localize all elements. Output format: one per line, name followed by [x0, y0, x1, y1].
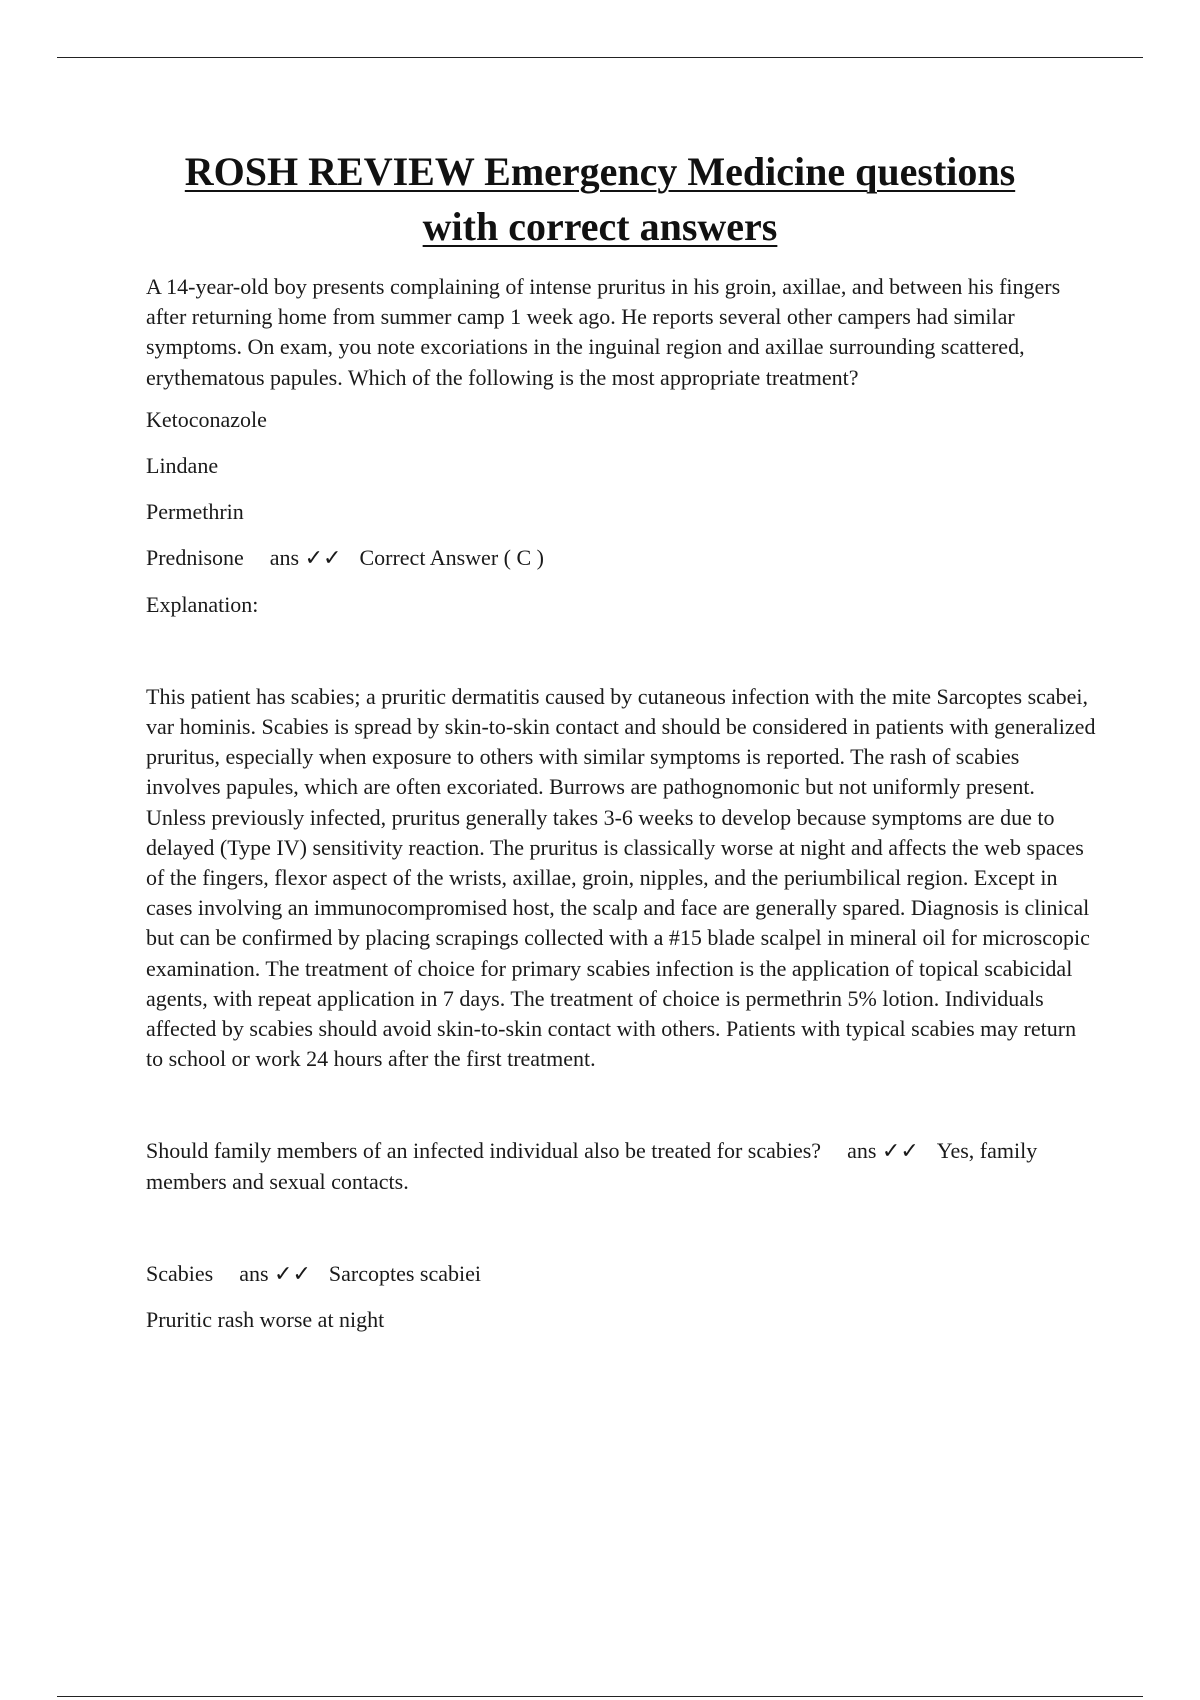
answer-options	[146, 405, 1096, 574]
scabies-term-line	[146, 1259, 1096, 1289]
explanation-text: This patient has scabies; a pruritic dermatitis caused by cutaneous infection with the mite Sarcoptes scabei, var hominis. Scabies is spread by skin-to-skin contact and should be considered in patients with generalized pruritus, especially when exposure to others with similar symptoms is reported. The rash of scabies involves papules, which are often excoriated. Burrows are pathognomonic but not uniformly present. Unless previously infected, pruritus generally takes 3-6 weeks to develop because symptoms are due to delayed (Type IV) sensitivity reaction. The pruritus is classically worse at night and affects the web spaces of the fingers, flexor aspect of the wrists, axillae, groin, nipples, and the periumbilical region. Except in cases involving an immunocompromised host, the scalp and face are generally spared. Diagnosis is clinical but can be confirmed by placing scrapings collected with a #15 blade scalpel in mineral oil for microscopic examination. The treatment of choice for primary scabies infection is the application of topical scabicidal agents, with repeat application in 7 days. The treatment of choice is permethrin 5% lotion. Individuals affected by scabies should avoid skin-to-skin contact with others. Patients with typical scabies may return to school or work 24 hours after the first treatment.	[146, 683, 1096, 1072]
top-rule	[57, 57, 1143, 58]
explanation-label: Explanation:	[146, 591, 259, 617]
option-b	[146, 451, 1096, 481]
option-a	[146, 405, 1096, 435]
option-label: Ketoconazole	[146, 406, 267, 432]
scabies-note: Pruritic rash worse at night	[146, 1307, 385, 1333]
question-stem: A 14-year-old boy presents complaining of intense pruritus in his groin, axillae, and between his fingers after returning home from summer camp 1 week ago. He reports several other campers had similar symptoms. On exam, you note excoriations in the inguinal region and axillae surrounding scattered, erythematous papules. Which of the following is the most appropriate treatment?	[146, 274, 1061, 390]
family-question: Should family members of an infected individual also be treated for scabies?	[146, 1138, 822, 1164]
option-d	[146, 543, 1096, 573]
option-label: Permethrin	[146, 499, 244, 525]
ans-marker: ans ✓✓	[847, 1138, 919, 1164]
family-answer: Yes, family members and sexual contacts.	[146, 1138, 1038, 1194]
title-line-2: with correct answers	[422, 204, 778, 249]
scabies-answer: Sarcoptes scabiei	[328, 1260, 482, 1286]
document-body	[146, 272, 1096, 1335]
scabies-term: Scabies	[146, 1260, 214, 1286]
correct-answer: Correct Answer ( C )	[359, 545, 544, 571]
family-treatment-qa	[146, 1136, 1096, 1196]
ans-marker: ans ✓✓	[269, 545, 342, 571]
title-line-1: ROSH REVIEW Emergency Medicine questions	[184, 149, 1016, 194]
option-label: Lindane	[146, 453, 219, 479]
option-label: Prednisone	[146, 545, 244, 571]
ans-marker: ans ✓✓	[239, 1260, 311, 1286]
page-title	[100, 144, 1100, 254]
bottom-rule	[57, 1696, 1143, 1697]
option-c	[146, 497, 1096, 527]
